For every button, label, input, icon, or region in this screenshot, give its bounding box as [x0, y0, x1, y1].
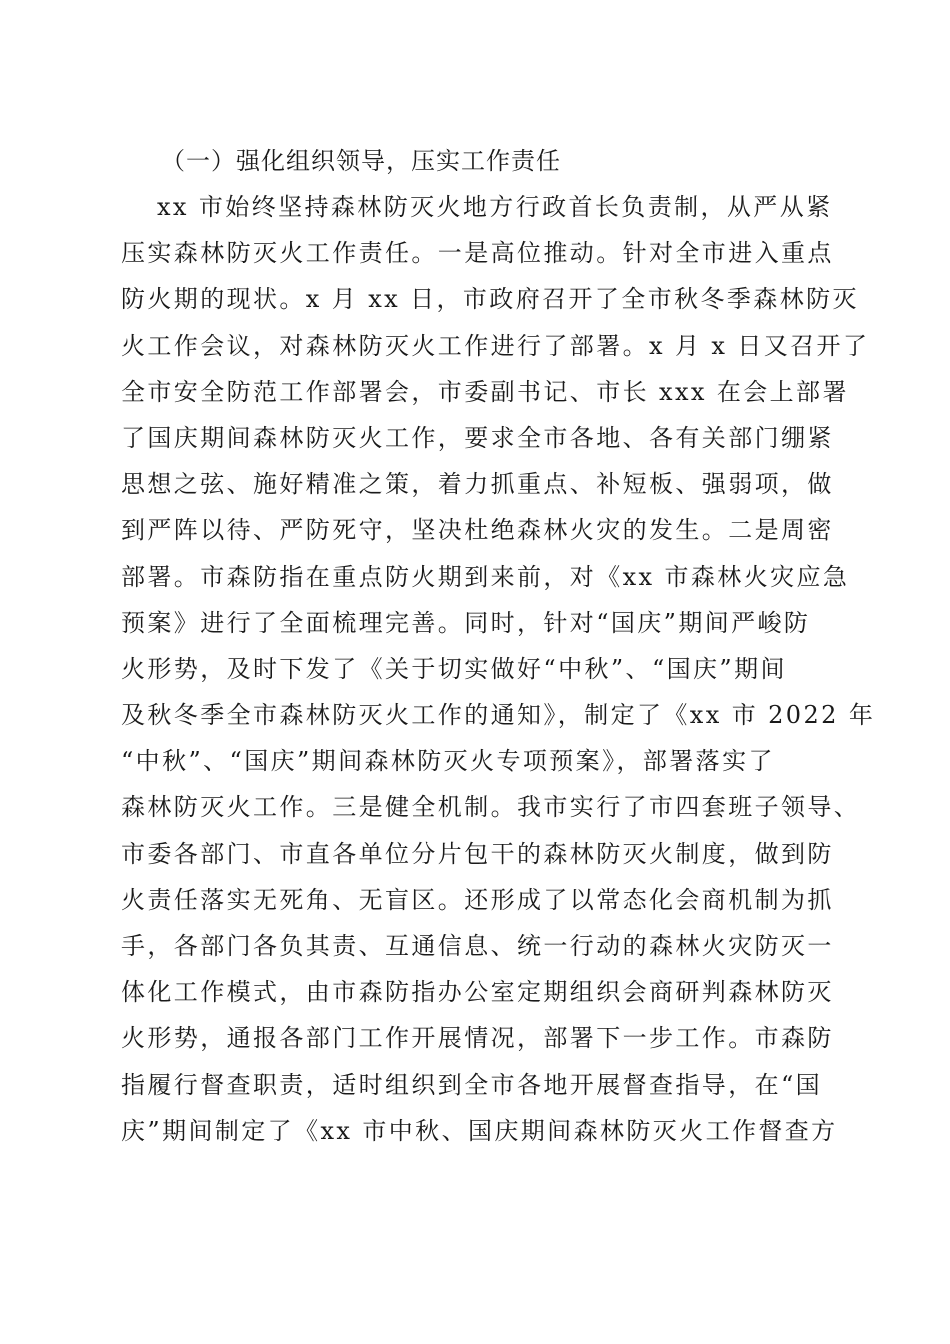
document-body [121, 138, 876, 1154]
paragraph-line: 了国庆期间森林防灭火工作，要求全市各地、各有关部门绷紧 [121, 423, 834, 452]
paragraph-line: “中秋”、“国庆”期间森林防灭火专项预案》，部署落实了 [121, 747, 775, 776]
paragraph-line: 体化工作模式，由市森防指办公室定期组织会商研判森林防灭 [121, 978, 834, 1007]
paragraph-line: 手，各部门各负其责、互通信息、统一行动的森林火灾防灭一 [121, 932, 834, 960]
paragraph-line: 到严阵以待、严防死守，坚决杜绝森林火灾的发生。二是周密 [121, 516, 834, 545]
paragraph-line: 火责任落实无死角、无盲区。还形成了以常态化会商机制为抓 [121, 885, 834, 914]
paragraph-line: xx 市始终坚持森林防灭火地方行政首长负责制，从严从紧 [157, 193, 833, 221]
section-heading: （一）强化组织领导，压实工作责任 [161, 147, 561, 175]
paragraph-line: 火形势，及时下发了《关于切实做好“中秋”、“国庆”期间 [121, 654, 787, 683]
paragraph-line: 指履行督查职责，适时组织到全市各地开展督查指导，在“国 [121, 1070, 823, 1099]
paragraph-line: 火形势，通报各部门工作开展情况，部署下一步工作。市森防 [121, 1024, 834, 1053]
paragraph-line: 压实森林防灭火工作责任。一是高位推动。针对全市进入重点 [121, 239, 834, 268]
paragraph-line: 防火期的现状。x 月 xx 日，市政府召开了全市秋冬季森林防灭 [121, 285, 859, 314]
paragraph-line: 火工作会议，对森林防灭火工作进行了部署。x 月 x 日又召开了 [121, 331, 870, 360]
paragraph-line: 全市安全防范工作部署会，市委副书记、市长 xxx 在会上部署 [121, 377, 849, 406]
paragraph-line: 及秋冬季全市森林防灭火工作的通知》，制定了《xx 市 2022 年 [121, 701, 876, 730]
paragraph-line: 预案》进行了全面梳理完善。同时，针对“国庆”期间严峻防 [121, 608, 811, 637]
paragraph-line: 森林防灭火工作。三是健全机制。我市实行了市四套班子领导、 [121, 793, 861, 822]
paragraph-line: 部署。市森防指在重点防火期到来前，对《xx 市森林火灾应急 [121, 562, 850, 591]
paragraph-line: 市委各部门、市直各单位分片包干的森林防灭火制度，做到防 [121, 839, 834, 868]
paragraph-line: 思想之弦、施好精准之策，着力抓重点、补短板、强弱项，做 [121, 470, 834, 499]
paragraph-line: 庆”期间制定了《xx 市中秋、国庆期间森林防灭火工作督查方 [121, 1116, 838, 1145]
